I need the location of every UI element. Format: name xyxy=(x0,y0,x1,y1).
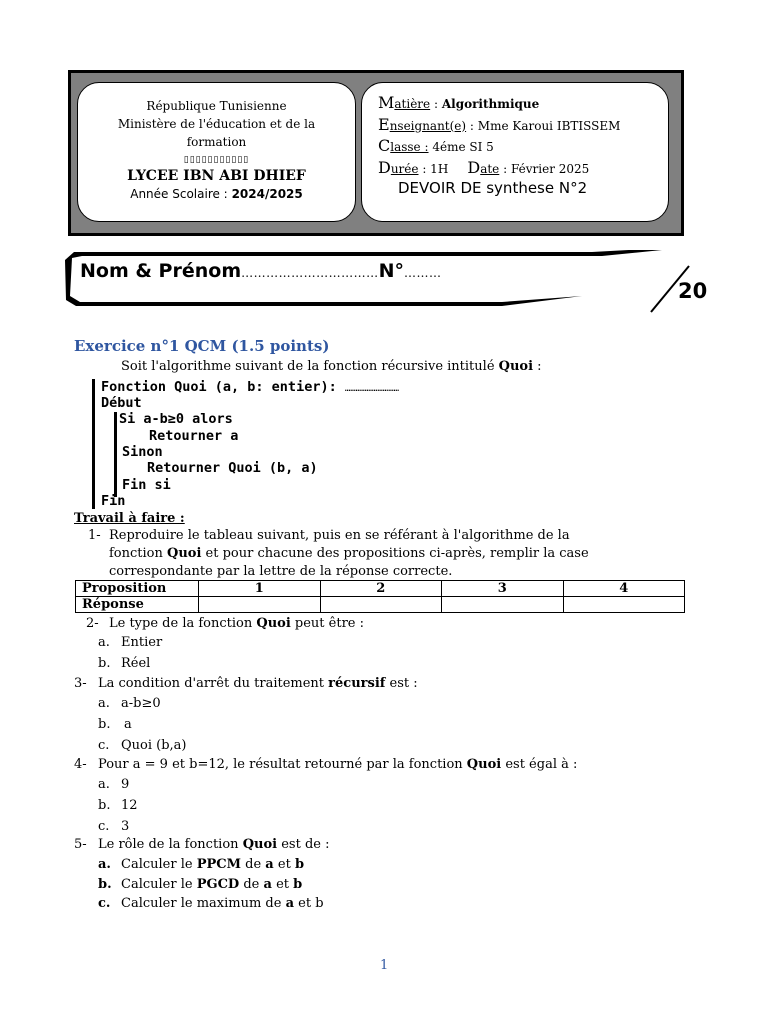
q4-option-c: 3 xyxy=(121,819,130,834)
q2-text: Le type de la fonction Quoi peut être : xyxy=(109,616,365,631)
ministry-line1: Ministère de l'éducation et de la xyxy=(117,117,316,131)
q2-num: 2- xyxy=(86,616,99,631)
school-name: LYCEE IBN ABI DHIEF xyxy=(127,168,306,184)
column-1: 1 xyxy=(199,581,321,597)
country: République Tunisienne xyxy=(146,99,287,113)
code-line-3: Si a-b≥0 alors xyxy=(119,411,233,427)
code-line-1: Fonction Quoi (a, b: entier): ………………………… xyxy=(101,379,400,395)
code-line-4: Retourner a xyxy=(149,428,239,444)
code-line-6: Retourner Quoi (b, a) xyxy=(147,460,318,476)
q1-num: 1- xyxy=(88,528,101,543)
q4-a-label: a. xyxy=(98,777,110,792)
q4-num: 4- xyxy=(74,757,87,772)
class-line: Classe : 4éme SI 5 xyxy=(378,136,494,155)
table-row xyxy=(76,581,685,597)
q2-option-a: Entier xyxy=(121,635,163,650)
q3-c-label: c. xyxy=(98,738,110,753)
exercise-intro: Soit l'algorithme suivant de la fonction récursive intitulé Quoi : xyxy=(121,359,542,374)
column-2: 2 xyxy=(320,581,442,597)
q4-option-a: 9 xyxy=(121,777,130,792)
number-label: N° xyxy=(378,260,405,282)
q3-option-c: Quoi (b,a) xyxy=(121,738,187,753)
exercise-title: Exercice n°1 QCM (1.5 points) xyxy=(74,337,330,355)
answer-table xyxy=(75,580,685,613)
q2-option-b: Réel xyxy=(121,656,151,671)
exam-title: DEVOIR DE synthese N°2 xyxy=(398,179,588,197)
q5-option-a: Calculer le PPCM de a et b xyxy=(121,857,305,872)
duration-date-line: Durée : 1H Date : Février 2025 xyxy=(378,157,590,177)
header-frame xyxy=(68,70,684,236)
table-row xyxy=(76,597,685,613)
response-header: Réponse xyxy=(76,597,199,613)
answer-cell-3[interactable] xyxy=(442,597,564,613)
q1-line1: Reproduire le tableau suivant, puis en se référant à l'algorithme de la xyxy=(109,528,570,543)
q5-a-label: a. xyxy=(98,857,111,872)
q3-option-b: a xyxy=(124,717,132,732)
q3-a-label: a. xyxy=(98,696,110,711)
column-3: 3 xyxy=(442,581,564,597)
school-year: Année Scolaire : 2024/2025 xyxy=(130,187,303,201)
q3-option-a: a-b≥0 xyxy=(121,696,161,711)
q4-c-label: c. xyxy=(98,819,110,834)
code-line-5: Sinon xyxy=(122,444,163,460)
q5-option-b: Calculer le PGCD de a et b xyxy=(121,877,303,892)
code-bar-inner xyxy=(114,412,117,497)
exam-info-box xyxy=(361,82,669,222)
q5-num: 5- xyxy=(74,837,87,852)
teacher-line: Enseignant(e) : Mme Karoui IBTISSEM xyxy=(378,114,621,134)
code-line-8: Fin xyxy=(101,493,126,509)
answer-cell-2[interactable] xyxy=(320,597,442,613)
ministry-line2: formation xyxy=(186,135,247,149)
q2-a-label: a. xyxy=(98,635,110,650)
code-line-2: Début xyxy=(101,395,142,411)
code-bar-outer xyxy=(92,379,95,509)
q5-b-label: b. xyxy=(98,877,112,892)
q5-text: Le rôle de la fonction Quoi est de : xyxy=(98,837,330,852)
q5-option-c: Calculer le maximum de a et b xyxy=(121,896,324,911)
q1-line3: correspondante par la lettre de la réponse correcte. xyxy=(109,564,453,579)
page-number: 1 xyxy=(380,958,389,973)
name-field[interactable] xyxy=(80,260,442,282)
q4-text: Pour a = 9 et b=12, le résultat retourné par la fonction Quoi est égal à : xyxy=(98,757,578,772)
work-title: Travail à faire : xyxy=(74,511,185,526)
q5-c-label: c. xyxy=(98,896,111,911)
q4-b-label: b. xyxy=(98,798,111,813)
school-info-box xyxy=(77,82,356,222)
name-dots: …………………………… xyxy=(241,266,379,280)
subject-line: Matière : Algorithmique xyxy=(378,93,540,112)
answer-cell-4[interactable] xyxy=(563,597,685,613)
name-label: Nom & Prénom xyxy=(80,260,242,282)
q1-line2: fonction Quoi et pour chacune des propositions ci-après, remplir la case xyxy=(109,546,589,561)
q3-b-label: b. xyxy=(98,717,111,732)
q3-num: 3- xyxy=(74,676,87,691)
q4-option-b: 12 xyxy=(121,798,138,813)
answer-cell-1[interactable] xyxy=(199,597,321,613)
q3-text: La condition d'arrêt du traitement récursif est : xyxy=(98,676,418,691)
q2-b-label: b. xyxy=(98,656,111,671)
code-line-7: Fin si xyxy=(122,477,171,493)
proposition-header: Proposition xyxy=(76,581,199,597)
score-total: 20 xyxy=(678,279,708,303)
emblem-glyphs: ▯▯▯▯▯▯▯▯▯▯▯ xyxy=(183,155,250,165)
number-dots: ……… xyxy=(404,266,442,280)
column-4: 4 xyxy=(563,581,685,597)
